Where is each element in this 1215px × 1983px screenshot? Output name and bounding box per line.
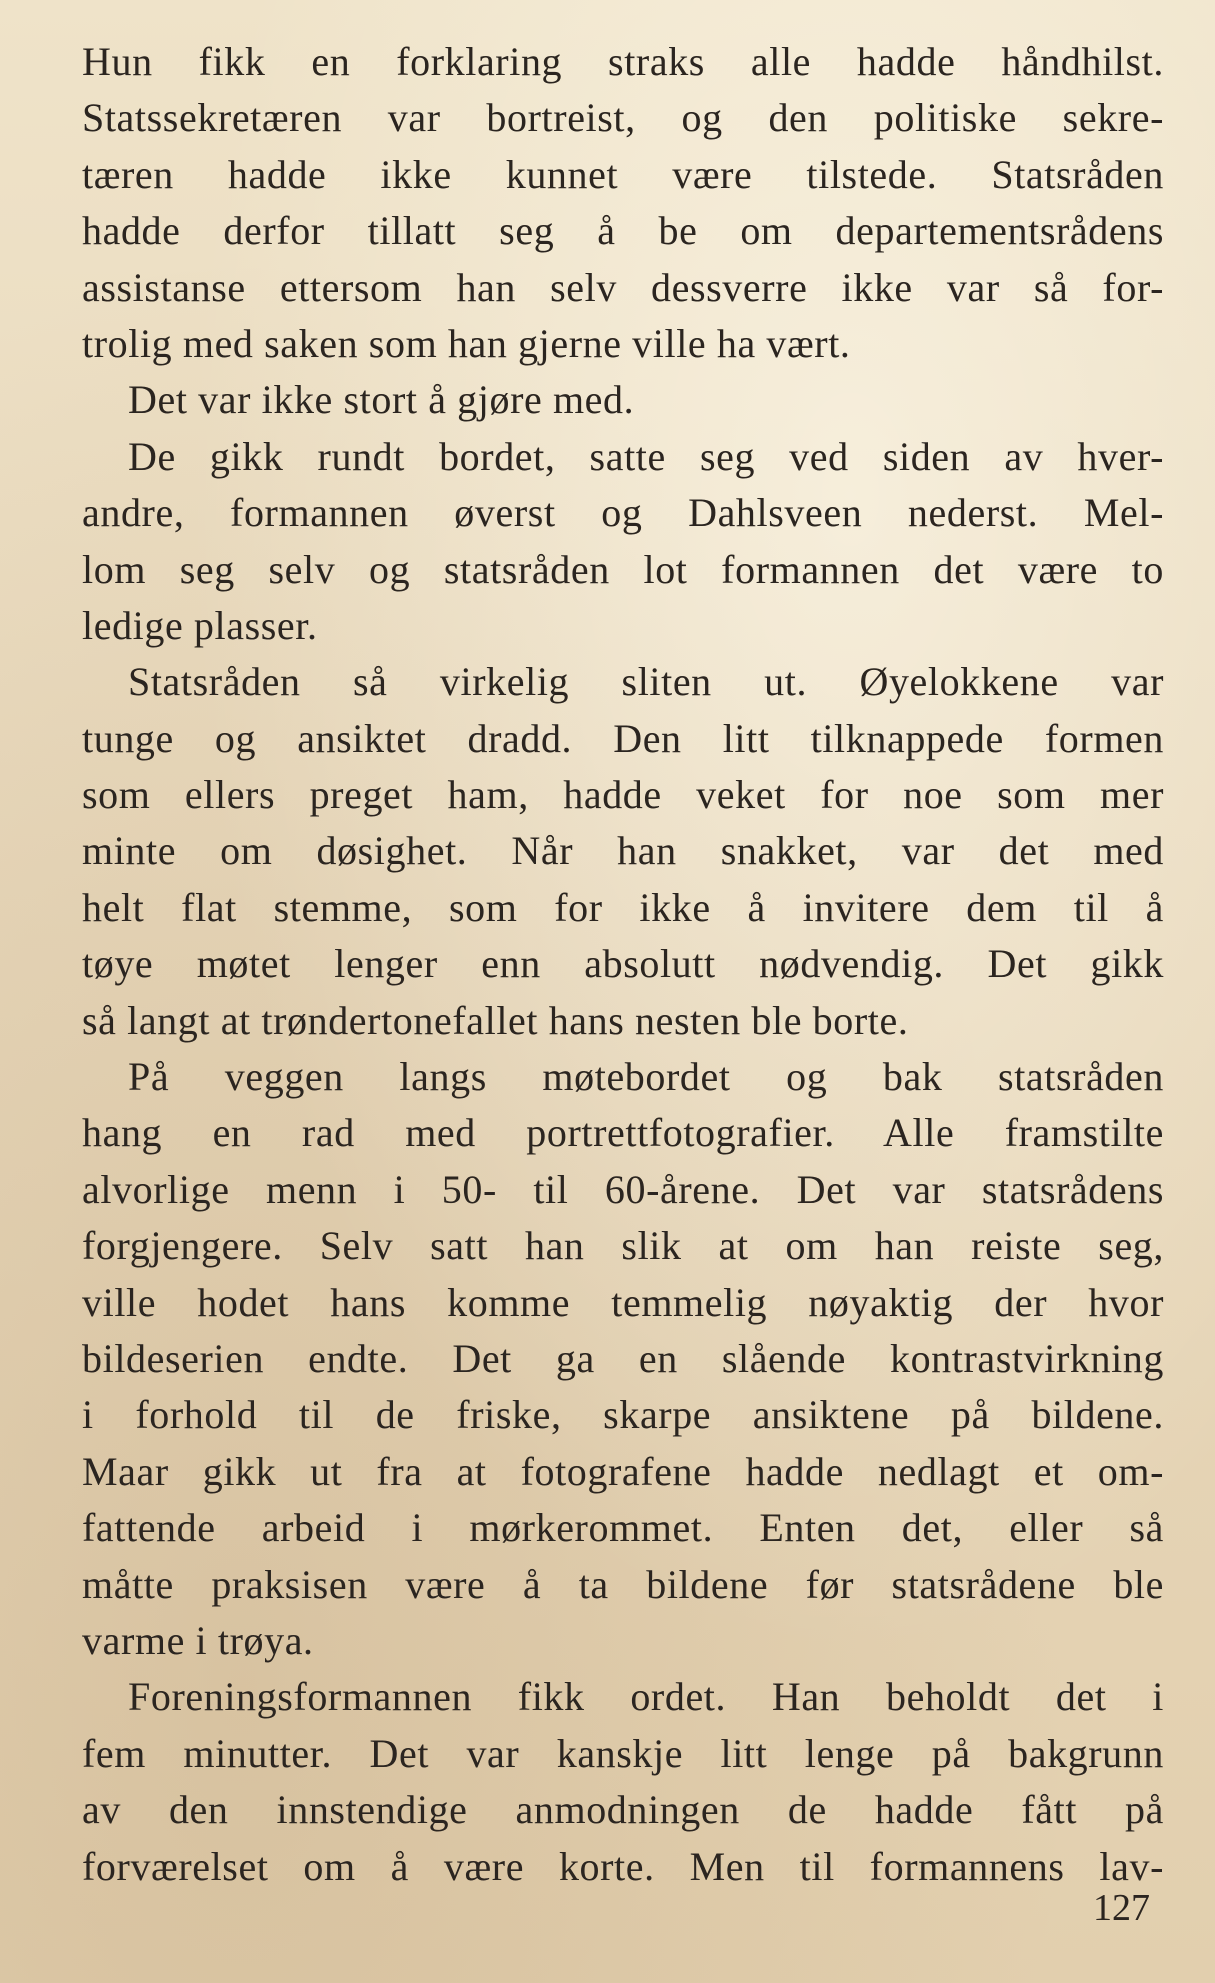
text-line: så langt at trøndertonefallet hans nesten ble borte.: [82, 997, 909, 1043]
text-line: ledige plasser.: [82, 602, 318, 648]
text-line: ville hodet hans komme temmelig nøyaktig der hvor: [82, 1279, 1164, 1325]
text-line: Hun fikk en forklaring straks alle hadde håndhilst.: [82, 39, 1164, 84]
text-line: helt flat stemme, som for ikke å invitere dem til å: [82, 884, 1164, 930]
text-line: Maar gikk ut fra at fotografene hadde nedlagt et om-: [82, 1448, 1164, 1494]
text-line: varme i trøya.: [82, 1617, 314, 1663]
text-line: hang en rad med portrettfotografier. Alle framstilte: [82, 1110, 1164, 1156]
text-line: måtte praksisen være å ta bildene før statsrådene ble: [82, 1561, 1164, 1607]
body-text: [82, 34, 1164, 1895]
text-line: bildeserien endte. Det ga en slående kontrastvirkning: [82, 1335, 1164, 1381]
text-line: i forhold til de friske, skarpe ansiktene på bildene.: [82, 1392, 1164, 1438]
text-line: forgjengere. Selv satt han slik at om han reiste seg,: [82, 1223, 1164, 1269]
text-line: fattende arbeid i mørkerommet. Enten det, eller så: [82, 1505, 1164, 1551]
text-line: av den innstendige anmodningen de hadde fått på: [82, 1787, 1164, 1833]
paragraph-start-line: Statsråden så virkelig sliten ut. Øyelokkene var: [128, 659, 1164, 705]
text-line: lom seg selv og statsråden lot formannen det være to: [82, 546, 1164, 592]
text-line: andre, formannen øverst og Dahlsveen nederst. Mel-: [82, 490, 1164, 536]
page-number: 127: [1093, 1887, 1150, 1929]
text-line: tøye møtet lenger enn absolutt nødvendig. Det gikk: [82, 941, 1164, 987]
paragraph-start-line: På veggen langs møtebordet og bak statsråden: [128, 1054, 1164, 1100]
text-line: trolig med saken som han gjerne ville ha vært.: [82, 320, 851, 366]
text-line: forværelset om å være korte. Men til formannens lav-: [82, 1843, 1164, 1889]
text-line: Statssekretæren var bortreist, og den politiske sekre-: [82, 95, 1164, 141]
text-line: fem minutter. Det var kanskje litt lenge på bakgrunn: [82, 1730, 1164, 1776]
text-line: minte om døsighet. Når han snakket, var det med: [82, 828, 1164, 874]
paragraph-start-line: De gikk rundt bordet, satte seg ved siden av hver-: [128, 433, 1164, 479]
paragraph-start-line: Det var ikke stort å gjøre med.: [128, 377, 635, 423]
text-line: alvorlige menn i 50- til 60-årene. Det var statsrådens: [82, 1166, 1164, 1212]
text-line: tæren hadde ikke kunnet være tilstede. Statsråden: [82, 151, 1164, 197]
text-line: tunge og ansiktet dradd. Den litt tilknappede formen: [82, 715, 1164, 761]
text-line: hadde derfor tillatt seg å be om departementsrådens: [82, 208, 1164, 254]
text-line: som ellers preget ham, hadde veket for noe som mer: [82, 772, 1164, 818]
paragraph-start-line: Foreningsformannen fikk ordet. Han beholdt det i: [128, 1674, 1164, 1720]
text-line: assistanse ettersom han selv dessverre ikke var så for-: [82, 264, 1164, 310]
